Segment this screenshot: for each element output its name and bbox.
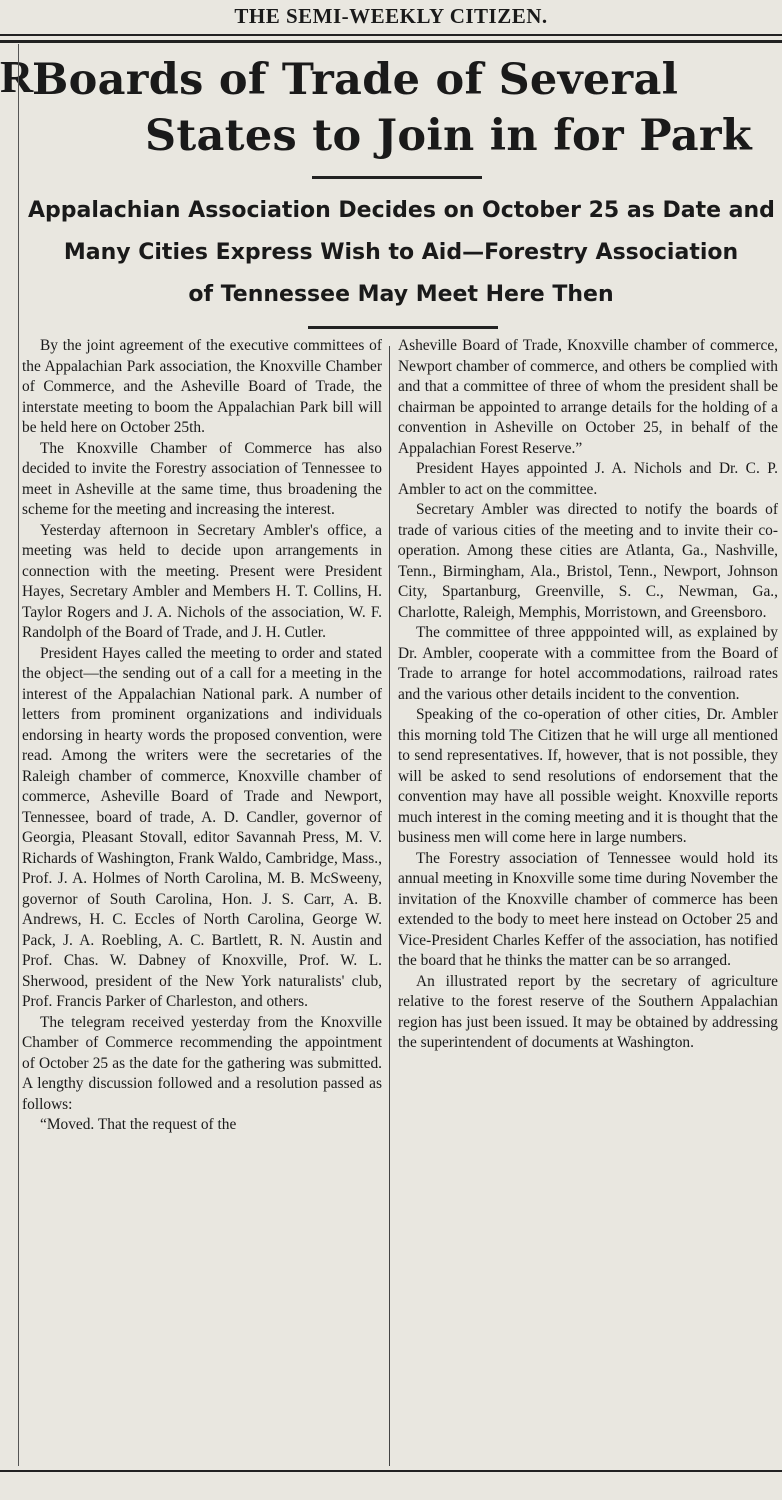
top-rule xyxy=(0,40,782,43)
paragraph: The committee of three apppointed will, as explained by Dr. Ambler, cooperate with a committee from the Board of Trade to arrange for hotel accommodations, railroad rates and the various other details incident to the convention. xyxy=(398,624,778,703)
paragraph: The Forestry association of Tennessee would hold its annual meeting in Knoxville some time during November the invitation of the Knoxville chamber of commerce has been extended to the body to meet here instead on October 25 and Vice-President Charles Keffer of the association, has notified the board that he thinks the matter can be so arranged. xyxy=(398,849,778,969)
paragraph: The telegram received yesterday from the Knoxville Chamber of Commerce recommending the appointment of October 25 as the date for the gathering was submitted. A lengthy discussion followed and a resolution passed as follows: xyxy=(22,1013,382,1113)
adjacent-column-fragment xyxy=(0,44,34,1464)
deck-line-1: Appalachian Association Decides on October 25 as Date and xyxy=(28,198,775,223)
deck xyxy=(20,190,782,316)
paragraph: Asheville Board of Trade, Knoxville chamber of commerce, Newport chamber of commerce, and others be complied with and that a committee of three of whom the president shall be chairman be appointed to arrange details for the holding of a convention in Asheville on October 25, in behalf of the Appalachian Forest Reserve.” xyxy=(398,337,778,457)
article-column-1 xyxy=(22,336,382,1136)
column-rule xyxy=(389,346,390,1466)
headline-line-2: States to Join in for Park xyxy=(145,111,752,161)
paragraph: “Moved. That the request of the xyxy=(40,1116,237,1133)
paragraph: President Hayes appointed J. A. Nichols and Dr. C. P. Ambler to act on the committee. xyxy=(398,460,778,498)
deck-line-2: Many Cities Express Wish to Aid—Forestry Association xyxy=(63,240,739,265)
paragraph: By the joint agreement of the executive committees of the Appalachian Park association, the Knoxville Chamber of Commerce, and the Asheville Board of Trade, the interstate meeting to boom the Appalachian Park bill will be held here on October 25th. xyxy=(22,337,382,436)
paragraph: An illustrated report by the secretary of agriculture relative to the forest reserve of the Southern Appalachian region has just been issued. It may be obtained by addressing the superintendent of documents at Washington. xyxy=(398,972,778,1051)
left-column-rule xyxy=(18,44,19,1466)
paragraph: Secretary Ambler was directed to notify the boards of trade of various cities of the meeting and to invite their co-operation. Among these cities are Atlanta, Ga., Nashville, Tenn., Birmingham, Ala., Bristol, Tenn., Newport, Johnson City, Spartanburg, Greenville, S. C., Newman, Ga., Charlotte, Raleigh, Memphis, Morristown, and Greensboro. xyxy=(398,501,778,621)
bottom-rule xyxy=(0,1470,782,1472)
masthead: THE SEMI-WEEKLY CITIZEN. xyxy=(0,0,782,36)
paragraph: Yesterday afternoon in Secretary Ambler's office, a meeting was held to decide upon arrangements in connection with the meeting. Present were President Hayes, Secretary Ambler and Members H. T. Collins, H. Taylor Rogers and J. A. Nichols of the association, W. F. Randolph of the Board of Trade, and J. H. Cutler. xyxy=(22,521,382,641)
headline-divider xyxy=(312,176,482,179)
deck-line-3: of Tennessee May Meet Here Then xyxy=(188,282,614,307)
article-column-2 xyxy=(398,336,778,1054)
paragraph: The Knoxville Chamber of Commerce has also decided to invite the Forestry association of Tennessee to meet in Asheville at the same time, thus broadening the scheme for the meeting and increasing the interest. xyxy=(22,439,382,518)
adjacent-column-glyph: R xyxy=(0,51,34,102)
deck-divider xyxy=(308,326,498,329)
paragraph: Speaking of the co-operation of other cities, Dr. Ambler this morning told The Citizen that he will urge all mentioned to send representatives. If, however, that is not possible, they will be asked to send resolutions of endorsement that the convention may have all possible weight. Knoxville reports much interest in the coming meeting and it is thought that the business men will come here in large numbers. xyxy=(398,706,778,846)
paragraph: President Hayes called the meeting to order and stated the object—the sending out of a call for a meeting in the interest of the Appalachian National park. A number of letters from prominent organizations and individuals endorsing in hearty words the proposed convention, were read. Among the writers were the secretaries of the Raleigh chamber of commerce, Knoxville chamber of commerce, Asheville Board of Trade and Newport, Tennessee, board of trade, A. D. Candler, governor of Georgia, Pleasant Stovall, editor Savannah Press, M. V. Richards of Washington, Frank Waldo, Cambridge, Mass., Prof. J. A. Holmes of North Carolina, M. B. McSweeny, governor of South Carolina, Hon. J. S. Carr, A. B. Andrews, H. C. Eccles of North Carolina, George W. Pack, J. A. Roebling, A. C. Bartlett, R. N. Austin and Prof. Chas. W. Dabney of Knoxville, Prof. W. L. Sherwood, president of the New York naturalists' club, Prof. Francis Parker of Charleston, and others. xyxy=(22,644,382,1010)
headline-line-1: Boards of Trade of Several xyxy=(32,55,679,105)
